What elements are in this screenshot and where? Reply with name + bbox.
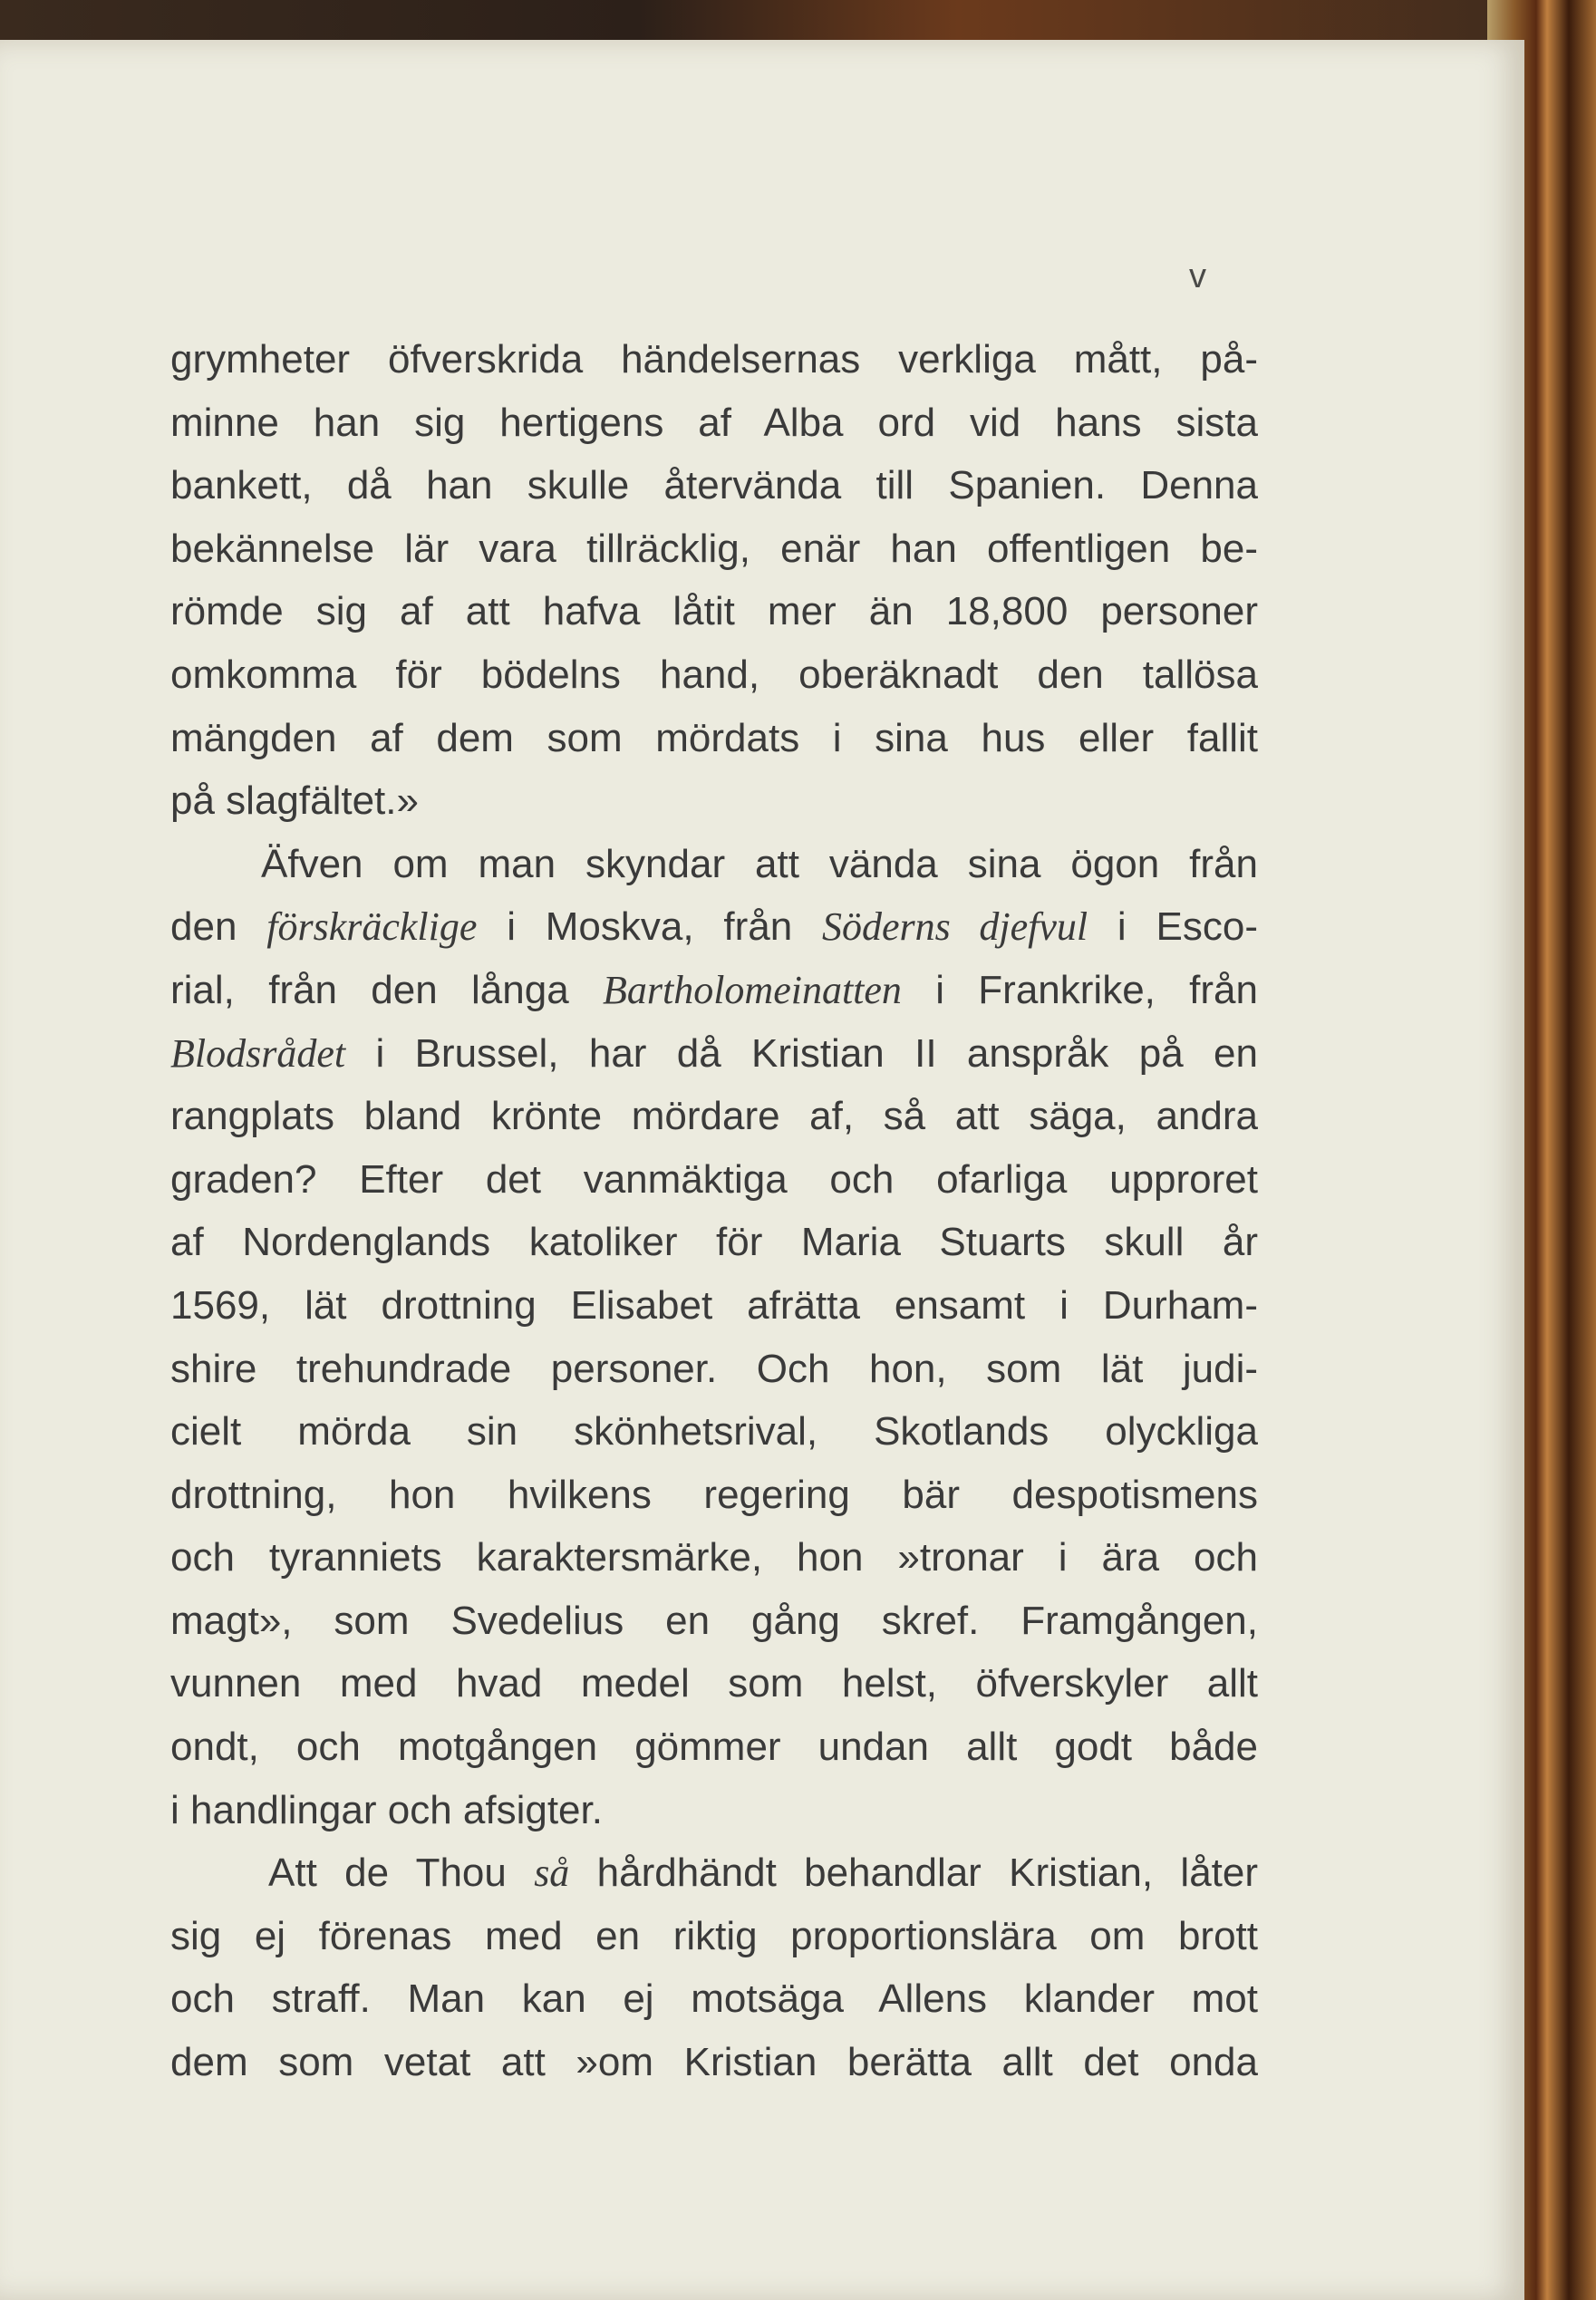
text-line: sig ej förenas med en riktig proportionslära om brott: [170, 1913, 1258, 1958]
italic-term: Söderns djefvul: [822, 904, 1088, 950]
text-line: 1569, lät drottning Elisabet afrätta ensamt i Durham-: [170, 1282, 1258, 1328]
text-line: cielt mörda sin skönhetsrival, Skotlands olyckliga: [170, 1409, 1258, 1454]
text-run: Att de Thou: [268, 1851, 535, 1896]
text-run: hårdhändt behandlar Kristian, låter: [569, 1851, 1259, 1896]
text-line: shire trehundrade personer. Och hon, som lät judi-: [170, 1346, 1258, 1391]
text-run: i Frankrike, från: [901, 967, 1258, 1012]
text-run: den: [170, 904, 267, 950]
text-line: magt», som Svedelius en gång skref. Framgången,: [170, 1598, 1258, 1643]
text-run: rial, från den långa: [170, 967, 603, 1012]
text-line: [170, 1841, 1258, 1905]
text-line: drottning, hon hvilkens regering bär despotismens: [170, 1472, 1258, 1517]
text-line: minne han sig hertigens af Alba ord vid hans sista: [170, 400, 1258, 445]
book-page: [0, 40, 1524, 2300]
page-number: v: [1189, 257, 1206, 295]
text-line: omkomma för bödelns hand, oberäknadt den tallösa: [170, 652, 1258, 697]
text-run: i Moskva, från: [477, 904, 823, 950]
text-line: och straff. Man kan ej motsäga Allens klander mot: [170, 1976, 1258, 2022]
text-line: grymheter öfverskrida händelsernas verkliga mått, på-: [170, 337, 1258, 382]
text-run: i Esco-: [1088, 904, 1258, 950]
text-line: i handlingar och afsigter.: [170, 1787, 603, 1832]
text-line: rangplats bland krönte mördare af, så att säga, andra: [170, 1094, 1258, 1139]
text-line: graden? Efter det vanmäktiga och ofarliga upproret: [170, 1156, 1258, 1202]
page-text: [170, 328, 1258, 2094]
text-line: vunnen med hvad medel som helst, öfverskyler allt: [170, 1661, 1258, 1706]
italic-term: förskräcklige: [266, 904, 478, 950]
text-line: af Nordenglands katoliker för Maria Stuarts skull år: [170, 1220, 1258, 1265]
text-line: dem som vetat att »om Kristian berätta allt det onda: [170, 2040, 1258, 2085]
text-line: på slagfältet.»: [170, 778, 419, 824]
text-run: Äfven om man skyndar att vända sina ögon från: [261, 841, 1258, 886]
text-line: mängden af dem som mördats i sina hus eller fallit: [170, 715, 1258, 760]
text-line: och tyranniets karaktersmärke, hon »tronar i ära och: [170, 1535, 1258, 1580]
italic-term: Blodsrådet: [170, 1030, 346, 1076]
text-line: bankett, då han skulle återvända till Spanien. Denna: [170, 463, 1258, 508]
text-line: ondt, och motgången gömmer undan allt godt både: [170, 1725, 1258, 1770]
text-line: [170, 895, 1258, 959]
text-run: i Brussel, har då Kristian II anspråk på en: [345, 1030, 1258, 1076]
italic-term: så: [534, 1851, 570, 1896]
text-line: [170, 1022, 1258, 1086]
text-line: [170, 959, 1258, 1022]
text-line: [170, 833, 1258, 896]
text-line: römde sig af att hafva låtit mer än 18,800 personer: [170, 589, 1258, 634]
italic-term: Bartholomeinatten: [602, 967, 902, 1012]
text-line: bekännelse lär vara tillräcklig, enär han offentligen be-: [170, 526, 1258, 571]
